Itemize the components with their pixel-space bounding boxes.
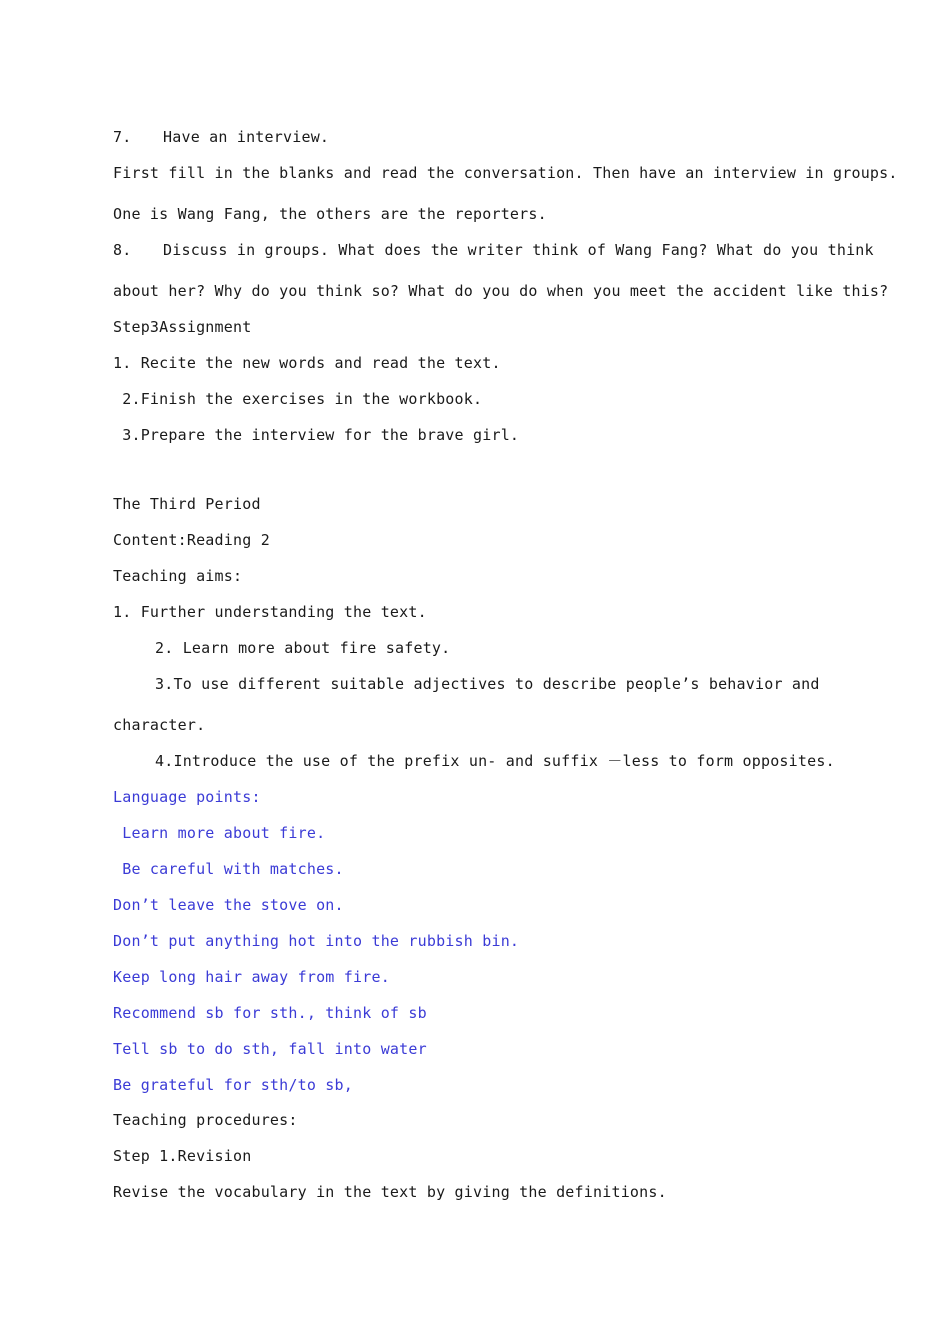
step-1-text: Revise the vocabulary in the text by giving the definitions.: [113, 1183, 667, 1201]
assignment-title: Step3Assignment: [113, 318, 252, 336]
aim-item: 3.To use different suitable adjectives to describe people’s behavior and: [155, 675, 820, 693]
language-point: Don’t put anything hot into the rubbish bin.: [113, 932, 520, 950]
teaching-procedures-label: Teaching procedures:: [113, 1111, 298, 1129]
language-point: Be careful with matches.: [113, 860, 344, 878]
content-line: Content:Reading 2: [113, 531, 270, 549]
item-8-line-1: Discuss in groups. What does the writer think of Wang Fang? What do you think: [163, 241, 874, 259]
language-point: Be grateful for sth/to sb,: [113, 1076, 353, 1094]
item-7-number: 7.: [113, 128, 132, 146]
aim-item: 1. Further understanding the text.: [113, 603, 427, 621]
assignment-item: 1. Recite the new words and read the text.: [113, 354, 501, 372]
aim-item-continuation: character.: [113, 716, 206, 734]
item-8-number: 8.: [113, 241, 132, 259]
language-point: Don’t leave the stove on.: [113, 896, 344, 914]
item-7-line-1: First fill in the blanks and read the conversation. Then have an interview in groups.: [113, 164, 898, 182]
language-points-label: Language points:: [113, 788, 261, 806]
language-point: Keep long hair away from fire.: [113, 968, 390, 986]
assignment-item: 3.Prepare the interview for the brave girl.: [113, 426, 520, 444]
teaching-aims-label: Teaching aims:: [113, 567, 243, 585]
item-7-title: Have an interview.: [163, 128, 330, 146]
language-point: Recommend sb for sth., think of sb: [113, 1004, 427, 1022]
item-7-line-2: One is Wang Fang, the others are the reporters.: [113, 205, 547, 223]
step-1-title: Step 1.Revision: [113, 1147, 252, 1165]
item-7-heading: [113, 127, 329, 147]
section-title: The Third Period: [113, 495, 261, 513]
item-8-heading: [113, 240, 874, 260]
assignment-item: 2.Finish the exercises in the workbook.: [113, 390, 483, 408]
language-point: Learn more about fire.: [113, 824, 326, 842]
item-8-line-2: about her? Why do you think so? What do you do when you meet the accident like this?: [113, 282, 889, 300]
language-point: Tell sb to do sth, fall into water: [113, 1040, 427, 1058]
aim-item: 2. Learn more about fire safety.: [155, 639, 451, 657]
aim-item: 4.Introduce the use of the prefix un- and suffix －less to form opposites.: [155, 752, 835, 770]
